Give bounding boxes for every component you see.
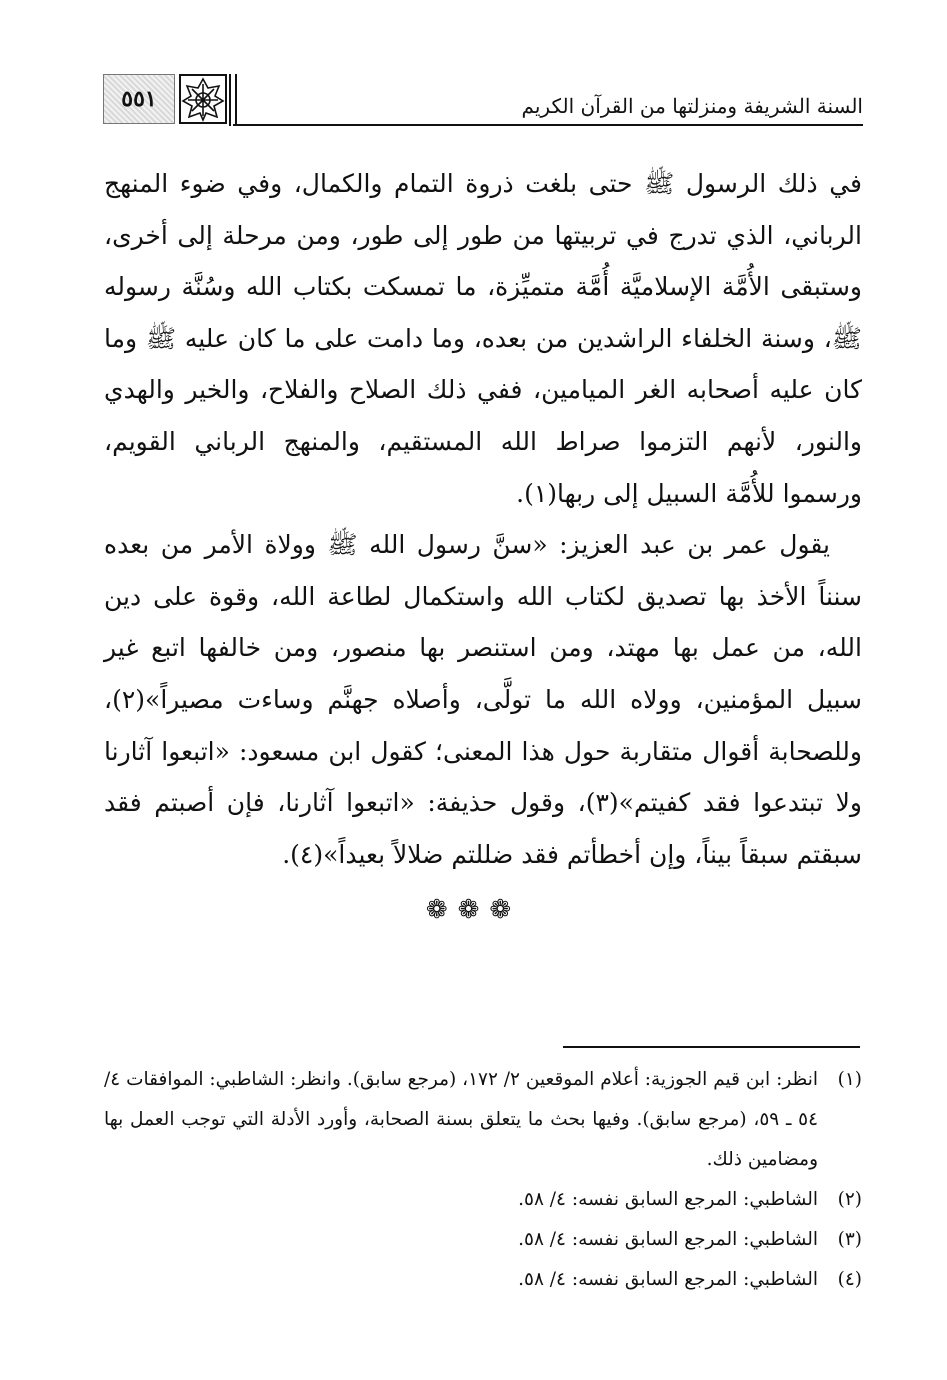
footnote-text: الشاطبي: المرجع السابق نفسه: ٤/ ٥٨. <box>518 1189 818 1210</box>
footnote-number: (٣) <box>837 1229 862 1250</box>
footnote-text: الشاطبي: المرجع السابق نفسه: ٤/ ٥٨. <box>518 1269 818 1290</box>
footnote <box>104 1180 862 1220</box>
footnote-rule <box>563 1046 860 1048</box>
footnote <box>104 1220 862 1260</box>
header-rule <box>233 124 863 126</box>
footnotes <box>104 1060 862 1300</box>
ornament-bars <box>229 74 237 126</box>
ornament-icon <box>179 74 227 124</box>
footnote-number: (٢) <box>837 1189 862 1210</box>
footnote <box>104 1260 862 1300</box>
page-header <box>103 62 863 128</box>
footnote-number: (٤) <box>837 1269 862 1290</box>
paragraph: في ذلك الرسول ﷺ حتى بلغت ذروة التمام والكمال، وفي ضوء المنهج الرباني، الذي تدرج في تربيتها من طور إلى طور، ومن مرحلة إلى أخرى، وستبقى الأُمَّة الإسلاميَّة أُمَّة متميِّزة، ما تمسكت بكتاب الله وسُنَّة رسوله ﷺ، وسنة الخلفاء الراشدين من بعده، وما دامت على ما كان عليه ﷺ وما كان عليه أصحابه الغر الميامين، ففي ذلك الصلاح والفلاح، والخير والهدي والنور، لأنهم التزموا صراط الله المستقيم، والمنهج الرباني القويم، ورسموا للأُمَّة السبيل إلى ربها(١). <box>104 169 862 508</box>
section-separator: ❁❁❁ <box>425 895 522 925</box>
main-text <box>104 158 862 880</box>
page-number-box <box>103 74 175 124</box>
paragraph: يقول عمر بن عبد العزيز: «سنَّ رسول الله ﷺ وولاة الأمر من بعده سنناً الأخذ بها تصديق لكتاب الله واستكمال لطاعة الله، وقوة على دين الله، من عمل بها مهتد، ومن استنصر بها منصور، ومن خالفها اتبع غير سبيل المؤمنين، وولاه الله ما تولَّى، وأصلاه جهنَّم وساءت مصيراً»(٢)، وللصحابة أقوال متقاربة حول هذا المعنى؛ كقول ابن مسعود: «اتبعوا آثارنا ولا تبتدعوا فقد كفيتم»(٣)، وقول حذيفة: «اتبعوا آثارنا، فإن أصبتم فقد سبقتم سبقاً بيناً، وإن أخطأتم فقد ضللتم ضلالاً بعيداً»(٤). <box>104 530 862 869</box>
footnote <box>104 1060 862 1180</box>
footnote-text: الشاطبي: المرجع السابق نفسه: ٤/ ٥٨. <box>518 1229 818 1250</box>
footnote-text: انظر: ابن قيم الجوزية: أعلام الموقعين ٢/ ١٧٢، (مرجع سابق). وانظر: الشاطبي: الموافقات ٤/ ٥٤ ـ ٥٩، (مرجع سابق). وفيها بحث ما يتعلق بسنة الصحابة، وأورد الأدلة التي توجب العمل بها ومضامين ذلك. <box>104 1069 819 1170</box>
running-title: السنة الشريفة ومنزلتها من القرآن الكريم <box>521 94 863 118</box>
footnote-number: (١) <box>837 1069 862 1090</box>
page-number: ٥٥١ <box>121 86 157 112</box>
